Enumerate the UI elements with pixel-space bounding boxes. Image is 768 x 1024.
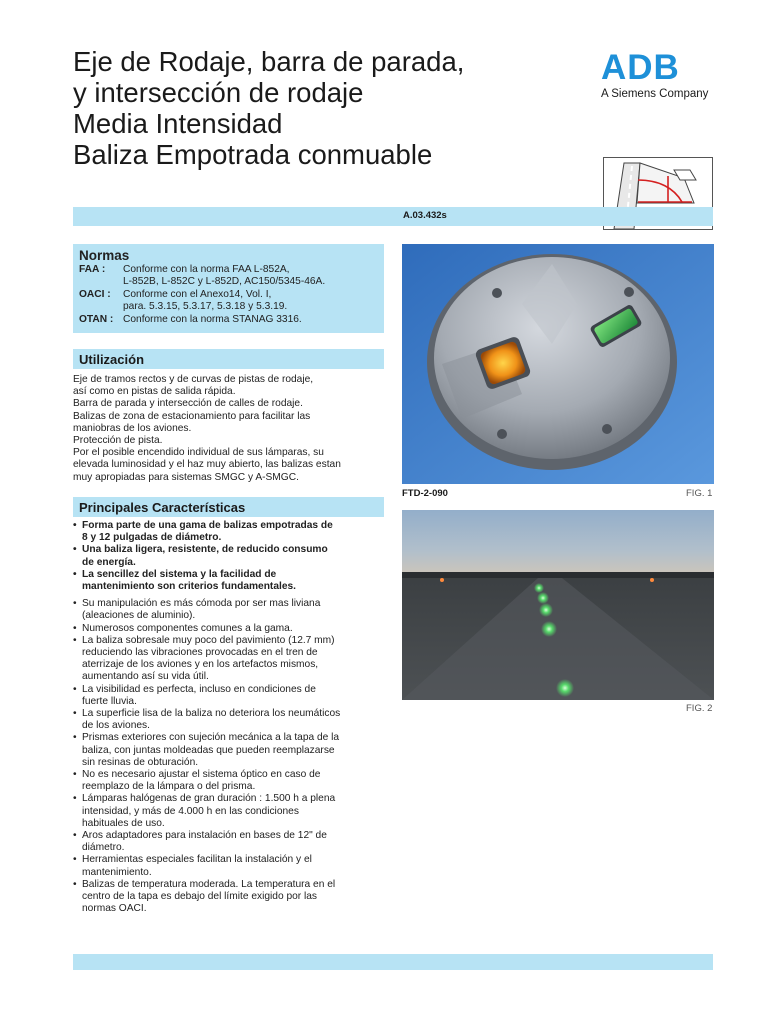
- text-line: Prismas exteriores con sujeción mecánica a la tapa de la: [82, 732, 340, 744]
- title-line: Eje de Rodaje, barra de parada,: [73, 46, 465, 77]
- text-line: así como en pistas de salida rápida.: [73, 386, 236, 398]
- text-line: aumentando así su vida útil.: [82, 671, 209, 683]
- list-item: • Su manipulación es más cómoda por ser mas liviana (aleaciones de aluminio).: [73, 598, 321, 622]
- list-item: • Aros adaptadores para instalación en bases de 12" de diámetro.: [73, 830, 327, 854]
- text-line: mantenimiento son criterios fundamentales.: [82, 581, 296, 593]
- text-line: 8 y 12 pulgadas de diámetro.: [82, 532, 222, 544]
- text-line: diámetro.: [82, 842, 125, 854]
- norma-row: [79, 289, 378, 314]
- text-line: sin resinas de obturación.: [82, 756, 199, 768]
- text-line: fuerte lluvia.: [82, 695, 137, 707]
- figure-code: FTD-2-090: [402, 488, 448, 499]
- text-line: La baliza sobresale muy poco del pavimiento (12.7 mm): [82, 634, 335, 646]
- text-line: habituales de uso.: [82, 817, 165, 829]
- reference-band: [73, 207, 713, 226]
- norma-row: [79, 314, 378, 326]
- caracteristicas-heading: Principales Características: [73, 497, 384, 517]
- norma-text: Conforme con la norma FAA L-852A,: [123, 264, 290, 275]
- list-item: • Forma parte de una gama de balizas empotradas de 8 y 12 pulgadas de diámetro.: [73, 520, 333, 544]
- text-line: Por el posible encendido individual de sus lámparas, su: [73, 447, 324, 459]
- norma-text: L-852B, L-852C y L-852D, AC150/5345-46A.: [123, 276, 326, 288]
- text-line: (aleaciones de aluminio).: [82, 610, 196, 622]
- figure-label: FIG. 1: [686, 488, 713, 499]
- text-line: Herramientas especiales facilitan la instalación y el: [82, 854, 312, 866]
- text-line: Balizas de temperatura moderada. La temperatura en el: [82, 878, 336, 890]
- text-line: Lámparas halógenas de gran duración : 1.500 h a plena: [82, 793, 336, 805]
- text-line: Aros adaptadores para instalación en bases de 12" de: [82, 830, 327, 842]
- figure-label: FIG. 2: [686, 703, 713, 714]
- norma-row: [79, 264, 378, 289]
- list-item: • La visibilidad es perfecta, incluso en condiciones de fuerte lluvia.: [73, 683, 316, 707]
- text-line: normas OACI.: [82, 903, 147, 915]
- title-line: Media Intensidad: [73, 108, 283, 139]
- text-line: Protección de pista.: [73, 435, 163, 447]
- text-line: reemplazo de la lámpara o del prisma.: [82, 781, 256, 793]
- feature-list: [73, 598, 385, 915]
- list-item: • Una baliza ligera, resistente, de reducido consumo de energía.: [73, 544, 328, 568]
- text-line: Numerosos componentes comunes a la gama.: [82, 622, 293, 634]
- text-line: La visibilidad es perfecta, incluso en condiciones de: [82, 683, 316, 695]
- text-line: aterrizaje de los aviones y en los artefactos mismos,: [82, 659, 319, 671]
- text-line: Forma parte de una gama de balizas empotradas de: [82, 520, 333, 531]
- caracteristicas-list: [73, 520, 385, 916]
- text-line: muy apropiadas para sistemas SMGC y A-SMGC.: [73, 471, 299, 483]
- norma-key: OACI :: [79, 288, 111, 300]
- utilizacion-heading: Utilización: [73, 349, 384, 369]
- text-line: La sencillez del sistema y la facilidad de: [82, 568, 277, 580]
- text-line: maniobras de los aviones.: [73, 422, 192, 434]
- text-line: elevada luminosidad y el haz muy abierto, las balizas estan: [73, 459, 341, 471]
- text-line: Eje de tramos rectos y de curvas de pistas de rodaje,: [73, 374, 314, 385]
- title-line: Baliza Empotrada conmuable: [73, 139, 433, 170]
- list-item: • Prismas exteriores con sujeción mecánica a la tapa de la baliza, con juntas moldeadas que pueden reemplazarse sin resinas de obturación.: [73, 732, 340, 768]
- list-item: • Balizas de temperatura moderada. La temperatura en el centro de la tapa es debajo del límite exigido por las normas OACI.: [73, 878, 336, 915]
- normas-heading: Normas: [79, 248, 130, 263]
- norma-key: OTAN :: [79, 313, 114, 325]
- document-title: [73, 46, 573, 170]
- list-item: • Lámparas halógenas de gran duración : 1.500 h a plena intensidad, y más de 4.000 h en las condiciones habituales de uso.: [73, 793, 336, 829]
- company-logo: [601, 50, 721, 100]
- footer-band: [73, 954, 713, 970]
- text-line: intensidad, y más de 4.000 h en las condiciones: [82, 805, 299, 817]
- text-line: de energía.: [82, 556, 136, 568]
- text-line: Una baliza ligera, resistente, de reducido consumo: [82, 544, 328, 556]
- list-item: • Numerosos componentes comunes a la gama.: [73, 622, 293, 634]
- text-line: Su manipulación es más cómoda por ser mas liviana: [82, 598, 321, 610]
- norma-text: Conforme con el Anexo14, Vol. I,: [123, 288, 272, 300]
- title-line: y intersección de rodaje: [73, 77, 364, 108]
- list-item: • La superficie lisa de la baliza no deteriora los neumáticos de los aviones.: [73, 708, 341, 732]
- text-line: de los aviones.: [82, 720, 150, 732]
- reference-code: A.03.432s: [403, 210, 447, 221]
- list-item: • Herramientas especiales facilitan la instalación y el mantenimiento.: [73, 854, 312, 878]
- text-line: mantenimiento.: [82, 866, 152, 878]
- text-line: centro de la tapa es debajo del límite exigido por las: [82, 891, 318, 903]
- logo-wordmark: ADB: [601, 48, 680, 87]
- text-line: No es necesario ajustar el sistema óptico en caso de: [82, 769, 321, 781]
- text-line: reduciendo las vibraciones provocadas en el tren de: [82, 647, 318, 659]
- utilizacion-text: [73, 374, 385, 484]
- text-line: La superficie lisa de la baliza no deteriora los neumáticos: [82, 708, 341, 720]
- list-item: • La baliza sobresale muy poco del pavimiento (12.7 mm) reduciendo las vibraciones provocadas en el tren de aterrizaje de los aviones y en los artefactos mismos, aumentando así su vida útil.: [73, 634, 335, 683]
- norma-text: para. 5.3.15, 5.3.17, 5.3.18 y 5.3.19.: [123, 301, 288, 313]
- normas-section: [73, 244, 384, 333]
- norma-text: Conforme con la norma STANAG 3316.: [123, 313, 302, 325]
- text-line: Balizas de zona de estacionamiento para facilitar las: [73, 410, 311, 422]
- text-line: Barra de parada y intersección de calles de rodaje.: [73, 398, 303, 410]
- key-features: [73, 520, 385, 593]
- fixture-photo: [402, 244, 714, 484]
- text-line: baliza, con juntas moldeadas que pueden reemplazarse: [82, 744, 335, 756]
- runway-photo: [402, 510, 714, 700]
- logo-tagline: A Siemens Company: [601, 88, 709, 100]
- list-item: • La sencillez del sistema y la facilidad de mantenimiento son criterios fundamentales.: [73, 568, 296, 593]
- norma-key: FAA :: [79, 264, 106, 275]
- list-item: • No es necesario ajustar el sistema óptico en caso de reemplazo de la lámpara o del prisma.: [73, 769, 321, 793]
